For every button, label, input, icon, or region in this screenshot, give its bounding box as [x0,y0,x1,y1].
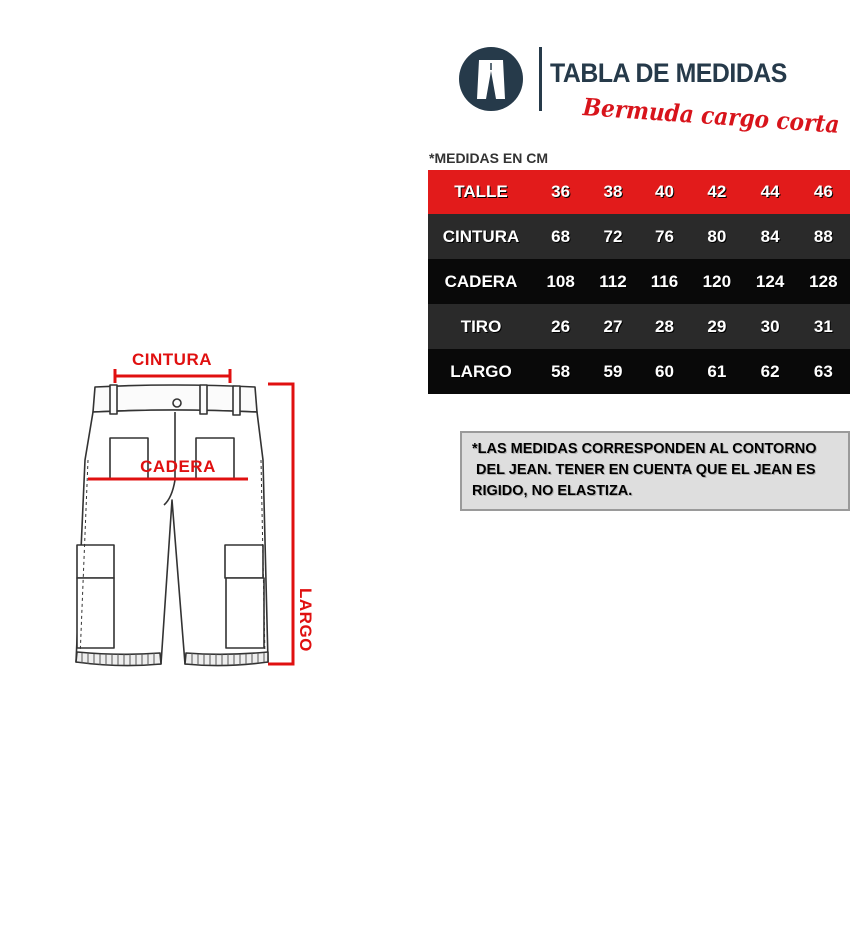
table-cell: 58 [534,349,587,394]
cargo-shorts-illustration [40,340,330,680]
size-cell: 38 [587,170,638,214]
table-cell: 120 [690,259,743,304]
table-cell: 61 [690,349,743,394]
disclaimer-note: *LAS MEDIDAS CORRESPONDEN AL CONTORNO DEL JEAN. TENER EN CUENTA QUE EL JEAN ES RIGIDO, NO ELASTIZA. [460,431,850,511]
row-label: CADERA [428,259,534,304]
pants-icon [459,47,523,111]
hip-label: CADERA [140,457,216,476]
waist-measure-line [115,369,230,383]
table-row [428,304,850,349]
header-label: TALLE [428,170,534,214]
table-cell: 76 [639,214,690,259]
waist-label: CINTURA [132,350,212,369]
row-label: TIRO [428,304,534,349]
table-cell: 128 [797,259,850,304]
size-cell: 44 [743,170,796,214]
table-cell: 112 [587,259,638,304]
table-cell: 108 [534,259,587,304]
table-cell: 31 [797,304,850,349]
pants-icon-glyph [459,47,523,111]
length-measure-line [268,384,293,664]
table-cell: 59 [587,349,638,394]
units-note: *MEDIDAS EN CM [429,150,549,166]
table-cell: 63 [797,349,850,394]
row-label: LARGO [428,349,534,394]
table-cell: 88 [797,214,850,259]
table-row [428,259,850,304]
size-cell: 40 [639,170,690,214]
size-cell: 36 [534,170,587,214]
table-row [428,214,850,259]
table-row [428,349,850,394]
table-cell: 60 [639,349,690,394]
length-label: LARGO [296,588,315,652]
table-cell: 84 [743,214,796,259]
table-cell: 28 [639,304,690,349]
table-cell: 72 [587,214,638,259]
table-cell: 26 [534,304,587,349]
table-cell: 124 [743,259,796,304]
table-cell: 27 [587,304,638,349]
table-cell: 116 [639,259,690,304]
size-table [428,170,850,394]
page-title: TABLA DE MEDIDAS [550,58,787,88]
table-cell: 68 [534,214,587,259]
table-cell: 80 [690,214,743,259]
table-cell: 29 [690,304,743,349]
table-cell: 30 [743,304,796,349]
table-cell: 62 [743,349,796,394]
title-divider [539,47,542,111]
row-label: CINTURA [428,214,534,259]
size-cell: 46 [797,170,850,214]
size-cell: 42 [690,170,743,214]
table-header-row [428,170,850,214]
page-subtitle: Bermuda cargo corta [581,92,841,139]
